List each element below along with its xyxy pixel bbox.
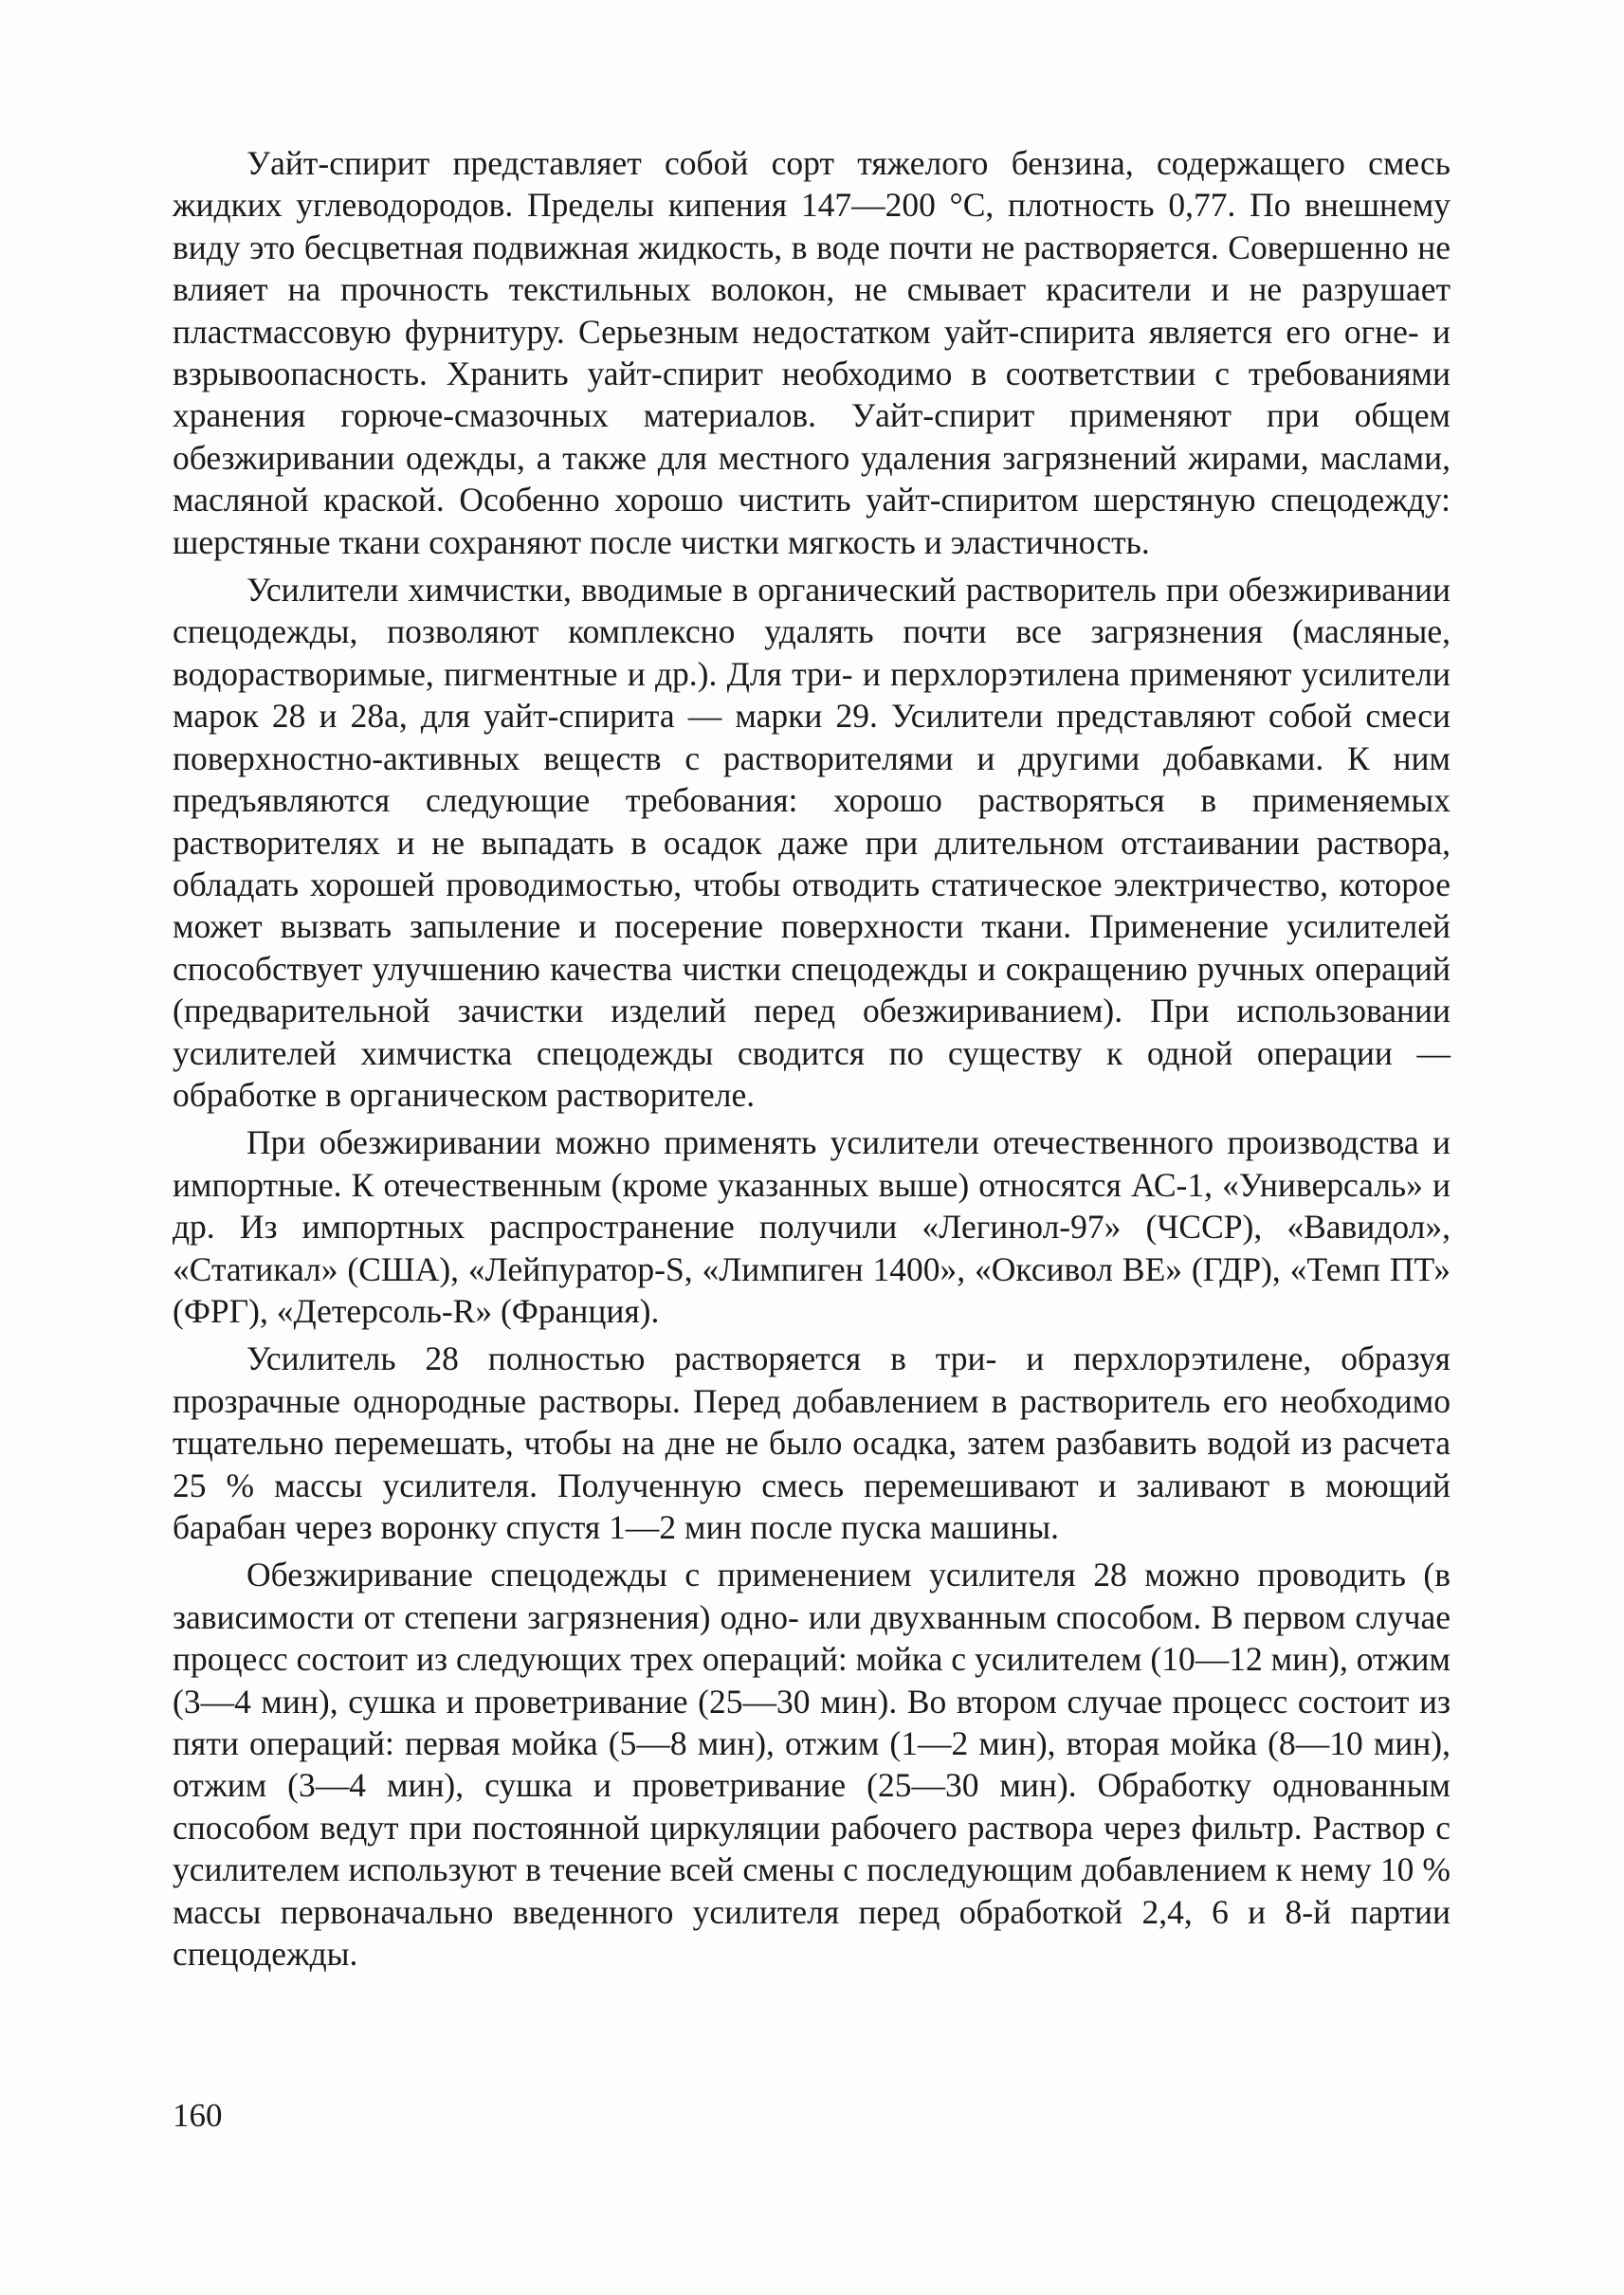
paragraph-booster-28: Усилитель 28 полностью растворяется в три- и перхлорэтилене, образуя прозрачные однородные растворы. Перед добавлением в растворитель его необходимо тщательно перемешать, чтобы на дне не было осадка, затем разбавить водой из расчета 25 % массы усилителя. Полученную смесь перемешивают и заливают в моющий барабан через воронку спустя 1—2 мин после пуска машины.	[173, 1339, 1451, 1546]
paragraph-cleaning-boosters: Усилители химчистки, вводимые в органический растворитель при обезжиривании спецодежды, позволяют комплексно удалять почти все загрязнения (масляные, водорастворимые, пигментные и др.). Для три- и перхлорэтилена применяют усилители марок 28 и 28а, для уайт-спирита — марки 29. Усилители представляют собой смеси поверхностно-активных веществ с растворителями и другими добавками. К ним предъявляются следующие требования: хорошо растворяться в применяемых растворителях и не выпадать в осадок даже при длительном отстаивании раствора, обладать хорошей проводимостью, чтобы отводить статическое электричество, которое может вызвать запыление и посерение поверхности ткани. Применение усилителей способствует улучшению качества чистки спецодежды и сокращению ручных операций (предварительной зачистки изделий перед обезжириванием). При использовании усилителей химчистка спецодежды сводится по существу к одной операции — обработке в органическом растворителе.	[173, 571, 1451, 1114]
page-number: 160	[173, 2097, 223, 2134]
paragraph-domestic-imported: При обезжиривании можно применять усилители отечественного производства и импортные. К отечественным (кроме указанных выше) относятся АС-1, «Универсаль» и др. Из импортных распространение получили «Легинол-97» (ЧССР), «Вавидол», «Статикал» (США), «Лейпуратор-S, «Лимпиген 1400», «Оксивол ВЕ» (ГДР), «Темп ПТ» (ФРГ), «Детерсоль-R» (Франция).	[173, 1123, 1451, 1330]
paragraph-degreasing-process: Обезжиривание спецодежды с применением усилителя 28 можно проводить (в зависимости от степени загрязнения) одно- или двухванным способом. В первом случае процесс состоит из следующих трех операций: мойка с усилителем (10—12 мин), отжим (3—4 мин), сушка и проветривание (25—30 мин). Во втором случае процесс состоит из пяти операций: первая мойка (5—8 мин), отжим (1—2 мин), вторая мойка (8—10 мин), отжим (3—4 мин), сушка и проветривание (25—30 мин). Обработку однованным способом ведут при постоянной циркуляции рабочего раствора через фильтр. Раствор с усилителем используют в течение всей смены с последующим добавлением к нему 10 % массы первоначально введенного усилителя перед обработкой 2,4, 6 и 8-й партии спецодежды.	[173, 1556, 1451, 1974]
paragraph-white-spirit: Уайт-спирит представляет собой сорт тяжелого бензина, содержащего смесь жидких углеводородов. Пределы кипения 147—200 °С, плотность 0,77. По внешнему виду это бесцветная подвижная жидкость, в воде почти не растворяется. Совершенно не влияет на прочность текстильных волокон, не смывает красители и не разрушает пластмассовую фурнитуру. Серьезным недостатком уайт-спирита является его огне- и взрывоопасность. Хранить уайт-спирит необходимо в соответствии с требованиями хранения горюче-смазочных материалов. Уайт-спирит применяют при общем обезжиривании одежды, а также для местного удаления загрязнений жирами, маслами, масляной краской. Особенно хорошо чистить уайт-спиритом шерстяную спецодежду: шерстяные ткани сохраняют после чистки мягкость и эластичность.	[173, 144, 1451, 561]
body-text	[173, 142, 1451, 1980]
